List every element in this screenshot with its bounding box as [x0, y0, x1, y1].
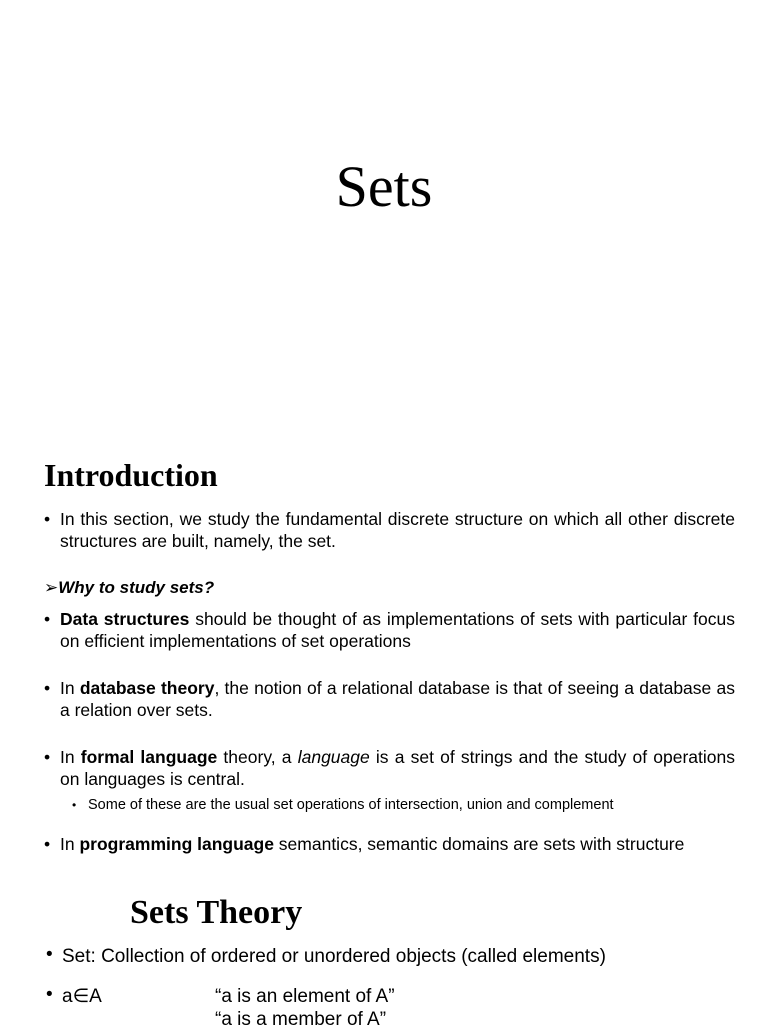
slide-title: Sets: [335, 154, 433, 219]
database-theory-prefix: In: [60, 678, 80, 698]
programming-language-term: programming language: [79, 834, 274, 854]
member-of-quote: “a is a member of A”: [215, 1009, 387, 1030]
database-theory-term: database theory: [79, 678, 215, 698]
database-theory-text: , the notion of a relational database is that of seeing a database as a relation over sets.: [60, 678, 735, 720]
introduction-heading: Introduction: [44, 457, 218, 493]
data-structures-text: should be thought of as implementations of sets with particular focus on efficient implementations of set operations: [60, 609, 736, 651]
intro-lead-text: In this section, we study the fundamental discrete structure on which all other discrete structures are built, namely, the set.: [60, 509, 735, 551]
formal-language-text: is a set of strings and the study of operations on languages is central.: [60, 747, 735, 789]
formal-language-prefix: In: [60, 747, 81, 767]
element-of-quote: “a is an element of A”: [215, 986, 395, 1007]
data-structures-term: Data structures: [60, 609, 190, 629]
formal-language-mid: theory, a: [217, 747, 298, 767]
intro-lead-bullet: [60, 508, 735, 552]
programming-language-bullet: [60, 833, 735, 855]
why-study-sets-label: Why to study sets?: [58, 578, 215, 597]
formal-language-bullet: [60, 746, 735, 790]
language-italic: language: [297, 747, 370, 767]
programming-language-text: semantics, semantic domains are sets with structure: [273, 834, 685, 854]
formal-language-term: formal language: [80, 747, 218, 767]
data-structures-bullet: [60, 608, 735, 652]
database-theory-bullet: [60, 677, 735, 721]
set-operations-sub-bullet: • Some of these are the usual set operations of intersection, union and complement: [88, 796, 748, 814]
arrow-bullet-icon: ➢: [44, 578, 59, 597]
set-definition-bullet: • Set: Collection of ordered or unordered objects (called elements): [62, 945, 606, 969]
membership-bullet: • a∈A: [62, 985, 102, 1009]
why-study-sets: [44, 577, 214, 599]
programming-language-prefix: In: [60, 834, 80, 854]
sets-theory-heading: Sets Theory: [130, 894, 303, 931]
